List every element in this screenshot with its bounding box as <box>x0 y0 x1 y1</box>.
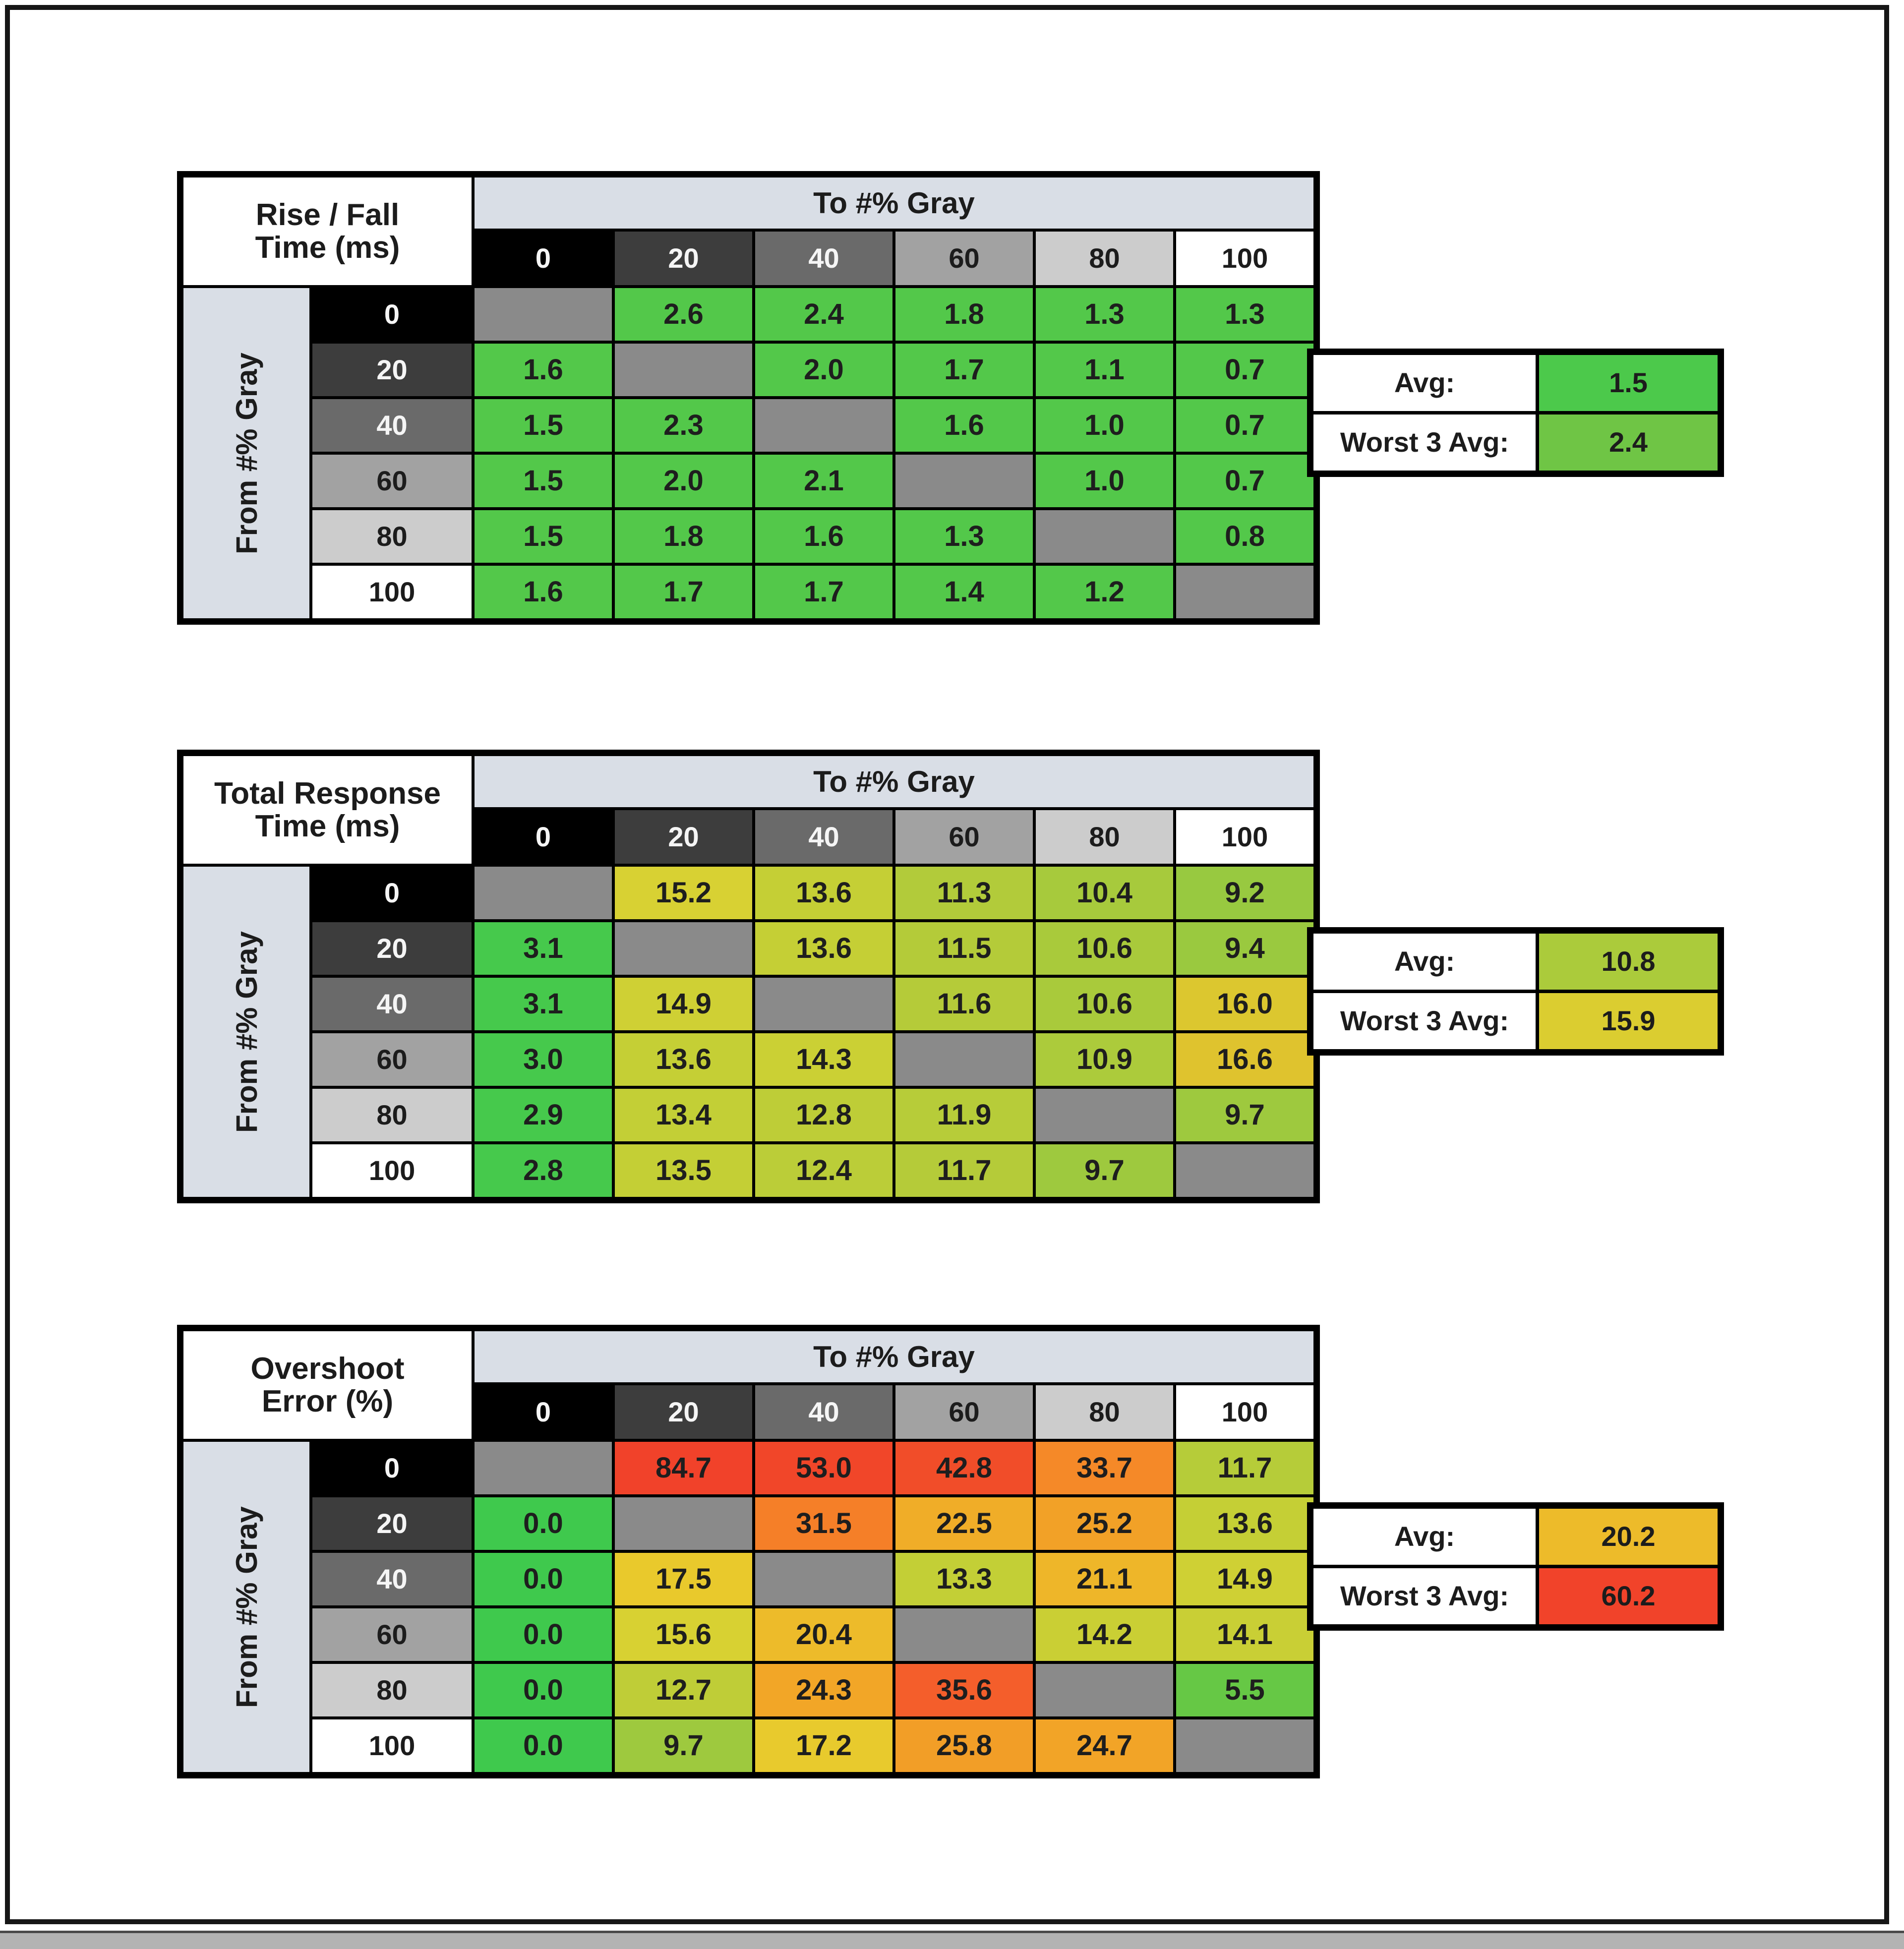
row-header-20: 20 <box>312 922 472 975</box>
worst3-value: 2.4 <box>1539 414 1718 471</box>
heatmap-cell: 3.1 <box>475 922 612 975</box>
row-header-100: 100 <box>312 1719 472 1772</box>
heatmap-cell: 10.9 <box>1036 1033 1173 1086</box>
worst3-value: 60.2 <box>1539 1568 1718 1624</box>
col-header-0: 0 <box>475 1385 612 1439</box>
heatmap-cell: 0.0 <box>475 1719 612 1772</box>
row-header-80: 80 <box>312 1089 472 1141</box>
col-header-20: 20 <box>615 1385 752 1439</box>
heatmap-cell: 13.6 <box>755 922 892 975</box>
diagonal-cell <box>1176 1144 1313 1197</box>
heatmap-cell: 1.6 <box>755 510 892 563</box>
total-response-time-table <box>177 750 1656 1203</box>
heatmap-cell: 2.3 <box>615 399 752 452</box>
row-header-20: 20 <box>312 1497 472 1550</box>
diagonal-cell <box>615 1497 752 1550</box>
diagonal-cell <box>1176 566 1313 618</box>
heatmap-cell: 10.6 <box>1036 978 1173 1030</box>
heatmap-cell: 0.0 <box>475 1664 612 1716</box>
diagonal-cell <box>755 1553 892 1605</box>
from-gray-label-text: From #% Gray <box>230 1506 263 1708</box>
heatmap-cell: 1.5 <box>475 510 612 563</box>
heatmap-cell: 11.6 <box>895 978 1033 1030</box>
heatmap-cell: 0.0 <box>475 1497 612 1550</box>
total-response-time-grid <box>177 750 1320 1203</box>
heatmap-cell: 11.3 <box>895 867 1033 919</box>
diagonal-cell <box>895 1033 1033 1086</box>
row-header-100: 100 <box>312 1144 472 1197</box>
heatmap-cell: 14.3 <box>755 1033 892 1086</box>
col-header-80: 80 <box>1036 232 1173 285</box>
diagonal-cell <box>475 1442 612 1494</box>
heatmap-cell: 2.1 <box>755 455 892 507</box>
heatmap-cell: 1.7 <box>755 566 892 618</box>
table-title <box>183 756 472 864</box>
heatmap-cell: 1.8 <box>615 510 752 563</box>
heatmap-cell: 15.6 <box>615 1608 752 1661</box>
heatmap-cell: 9.7 <box>1036 1144 1173 1197</box>
row-header-40: 40 <box>312 978 472 1030</box>
col-header-0: 0 <box>475 232 612 285</box>
col-header-100: 100 <box>1176 810 1313 864</box>
heatmap-cell: 15.2 <box>615 867 752 919</box>
bottom-scrollbar-strip <box>0 1931 1904 1949</box>
summary-box <box>1307 927 1724 1056</box>
diagonal-cell <box>895 455 1033 507</box>
heatmap-cell: 12.4 <box>755 1144 892 1197</box>
heatmap-cell: 13.6 <box>615 1033 752 1086</box>
rise-fall-time-grid <box>177 171 1320 625</box>
row-header-0: 0 <box>312 867 472 919</box>
from-gray-label-text: From #% Gray <box>230 931 263 1133</box>
heatmap-cell: 1.5 <box>475 399 612 452</box>
diagonal-cell <box>1036 1664 1173 1716</box>
heatmap-cell: 16.6 <box>1176 1033 1313 1086</box>
col-header-60: 60 <box>895 1385 1033 1439</box>
table-title-line2: Time (ms) <box>255 230 400 265</box>
heatmap-cell: 35.6 <box>895 1664 1033 1716</box>
heatmap-cell: 9.4 <box>1176 922 1313 975</box>
col-header-40: 40 <box>755 232 892 285</box>
heatmap-cell: 22.5 <box>895 1497 1033 1550</box>
heatmap-cell: 1.0 <box>1036 455 1173 507</box>
table-title-line2: Time (ms) <box>255 809 400 843</box>
heatmap-cell: 5.5 <box>1176 1664 1313 1716</box>
avg-value: 10.8 <box>1539 934 1718 990</box>
heatmap-cell: 1.6 <box>895 399 1033 452</box>
heatmap-cell: 0.7 <box>1176 399 1313 452</box>
summary-box <box>1307 349 1724 477</box>
row-header-60: 60 <box>312 455 472 507</box>
heatmap-cell: 2.6 <box>615 288 752 341</box>
table-title <box>183 1331 472 1439</box>
diagonal-cell <box>615 344 752 396</box>
row-header-80: 80 <box>312 510 472 563</box>
diagonal-cell <box>895 1608 1033 1661</box>
avg-label: Avg: <box>1313 934 1536 990</box>
avg-label: Avg: <box>1313 1509 1536 1565</box>
heatmap-cell: 0.7 <box>1176 344 1313 396</box>
to-gray-band: To #% Gray <box>475 756 1313 807</box>
heatmap-cell: 9.7 <box>615 1719 752 1772</box>
avg-value: 20.2 <box>1539 1509 1718 1565</box>
avg-label: Avg: <box>1313 355 1536 411</box>
from-gray-label-text: From #% Gray <box>230 352 263 554</box>
from-gray-label <box>183 288 309 618</box>
heatmap-cell: 1.4 <box>895 566 1033 618</box>
rise-fall-time-table <box>177 171 1648 625</box>
diagonal-cell <box>755 399 892 452</box>
to-gray-band: To #% Gray <box>475 177 1313 229</box>
diagonal-cell <box>475 288 612 341</box>
from-gray-label <box>183 1442 309 1772</box>
to-gray-band: To #% Gray <box>475 1331 1313 1382</box>
heatmap-cell: 17.5 <box>615 1553 752 1605</box>
col-header-20: 20 <box>615 232 752 285</box>
heatmap-cell: 1.7 <box>615 566 752 618</box>
col-header-60: 60 <box>895 810 1033 864</box>
heatmap-cell: 1.7 <box>895 344 1033 396</box>
heatmap-cell: 14.2 <box>1036 1608 1173 1661</box>
heatmap-cell: 3.1 <box>475 978 612 1030</box>
overshoot-error-table <box>177 1325 1656 1778</box>
row-header-60: 60 <box>312 1608 472 1661</box>
table-title-line1: Overshoot <box>250 1352 405 1386</box>
col-header-60: 60 <box>895 232 1033 285</box>
diagonal-cell <box>755 978 892 1030</box>
heatmap-cell: 1.8 <box>895 288 1033 341</box>
row-header-0: 0 <box>312 1442 472 1494</box>
table-title <box>183 177 472 285</box>
heatmap-cell: 0.0 <box>475 1608 612 1661</box>
diagonal-cell <box>1036 510 1173 563</box>
table-title-line1: Rise / Fall <box>255 198 400 233</box>
heatmap-cell: 1.3 <box>1176 288 1313 341</box>
row-header-20: 20 <box>312 344 472 396</box>
worst3-label: Worst 3 Avg: <box>1313 1568 1536 1624</box>
overshoot-error-grid <box>177 1325 1320 1778</box>
summary-box <box>1307 1502 1724 1631</box>
col-header-100: 100 <box>1176 232 1313 285</box>
worst3-label: Worst 3 Avg: <box>1313 414 1536 471</box>
heatmap-cell: 25.2 <box>1036 1497 1173 1550</box>
heatmap-cell: 24.7 <box>1036 1719 1173 1772</box>
heatmap-cell: 3.0 <box>475 1033 612 1086</box>
heatmap-cell: 11.5 <box>895 922 1033 975</box>
heatmap-cell: 14.9 <box>1176 1553 1313 1605</box>
diagonal-cell <box>1036 1089 1173 1141</box>
row-header-100: 100 <box>312 566 472 618</box>
worst3-label: Worst 3 Avg: <box>1313 993 1536 1049</box>
heatmap-cell: 24.3 <box>755 1664 892 1716</box>
heatmap-cell: 21.1 <box>1036 1553 1173 1605</box>
row-header-40: 40 <box>312 399 472 452</box>
heatmap-cell: 1.6 <box>475 344 612 396</box>
heatmap-cell: 12.7 <box>615 1664 752 1716</box>
heatmap-cell: 17.2 <box>755 1719 892 1772</box>
row-header-40: 40 <box>312 1553 472 1605</box>
table-title-line1: Total Response <box>214 776 441 811</box>
from-gray-label <box>183 867 309 1197</box>
heatmap-cell: 25.8 <box>895 1719 1033 1772</box>
heatmap-cell: 20.4 <box>755 1608 892 1661</box>
heatmap-cell: 14.1 <box>1176 1608 1313 1661</box>
col-header-80: 80 <box>1036 810 1173 864</box>
heatmap-cell: 13.4 <box>615 1089 752 1141</box>
heatmap-cell: 53.0 <box>755 1442 892 1494</box>
col-header-0: 0 <box>475 810 612 864</box>
heatmap-cell: 2.4 <box>755 288 892 341</box>
heatmap-cell: 1.3 <box>1036 288 1173 341</box>
heatmap-cell: 1.1 <box>1036 344 1173 396</box>
heatmap-cell: 11.7 <box>895 1144 1033 1197</box>
heatmap-cell: 31.5 <box>755 1497 892 1550</box>
worst3-value: 15.9 <box>1539 993 1718 1049</box>
col-header-100: 100 <box>1176 1385 1313 1439</box>
heatmap-cell: 12.8 <box>755 1089 892 1141</box>
heatmap-cell: 84.7 <box>615 1442 752 1494</box>
heatmap-cell: 1.5 <box>475 455 612 507</box>
heatmap-cell: 1.6 <box>475 566 612 618</box>
heatmap-cell: 2.0 <box>615 455 752 507</box>
diagonal-cell <box>615 922 752 975</box>
diagonal-cell <box>1176 1719 1313 1772</box>
col-header-20: 20 <box>615 810 752 864</box>
heatmap-cell: 1.0 <box>1036 399 1173 452</box>
heatmap-cell: 9.2 <box>1176 867 1313 919</box>
heatmap-cell: 1.3 <box>895 510 1033 563</box>
heatmap-cell: 10.6 <box>1036 922 1173 975</box>
heatmap-cell: 2.0 <box>755 344 892 396</box>
col-header-40: 40 <box>755 1385 892 1439</box>
heatmap-cell: 13.3 <box>895 1553 1033 1605</box>
heatmap-cell: 9.7 <box>1176 1089 1313 1141</box>
row-header-60: 60 <box>312 1033 472 1086</box>
heatmap-cell: 10.4 <box>1036 867 1173 919</box>
heatmap-cell: 0.0 <box>475 1553 612 1605</box>
heatmap-cell: 13.5 <box>615 1144 752 1197</box>
heatmap-cell: 11.9 <box>895 1089 1033 1141</box>
table-title-line2: Error (%) <box>261 1384 394 1418</box>
row-header-80: 80 <box>312 1664 472 1716</box>
col-header-80: 80 <box>1036 1385 1173 1439</box>
heatmap-cell: 13.6 <box>755 867 892 919</box>
heatmap-cell: 42.8 <box>895 1442 1033 1494</box>
heatmap-cell: 13.6 <box>1176 1497 1313 1550</box>
heatmap-cell: 14.9 <box>615 978 752 1030</box>
avg-value: 1.5 <box>1539 355 1718 411</box>
row-header-0: 0 <box>312 288 472 341</box>
heatmap-cell: 1.2 <box>1036 566 1173 618</box>
heatmap-cell: 11.7 <box>1176 1442 1313 1494</box>
heatmap-cell: 16.0 <box>1176 978 1313 1030</box>
heatmap-cell: 0.7 <box>1176 455 1313 507</box>
heatmap-cell: 2.9 <box>475 1089 612 1141</box>
diagonal-cell <box>475 867 612 919</box>
heatmap-cell: 2.8 <box>475 1144 612 1197</box>
heatmap-cell: 0.8 <box>1176 510 1313 563</box>
heatmap-cell: 33.7 <box>1036 1442 1173 1494</box>
col-header-40: 40 <box>755 810 892 864</box>
